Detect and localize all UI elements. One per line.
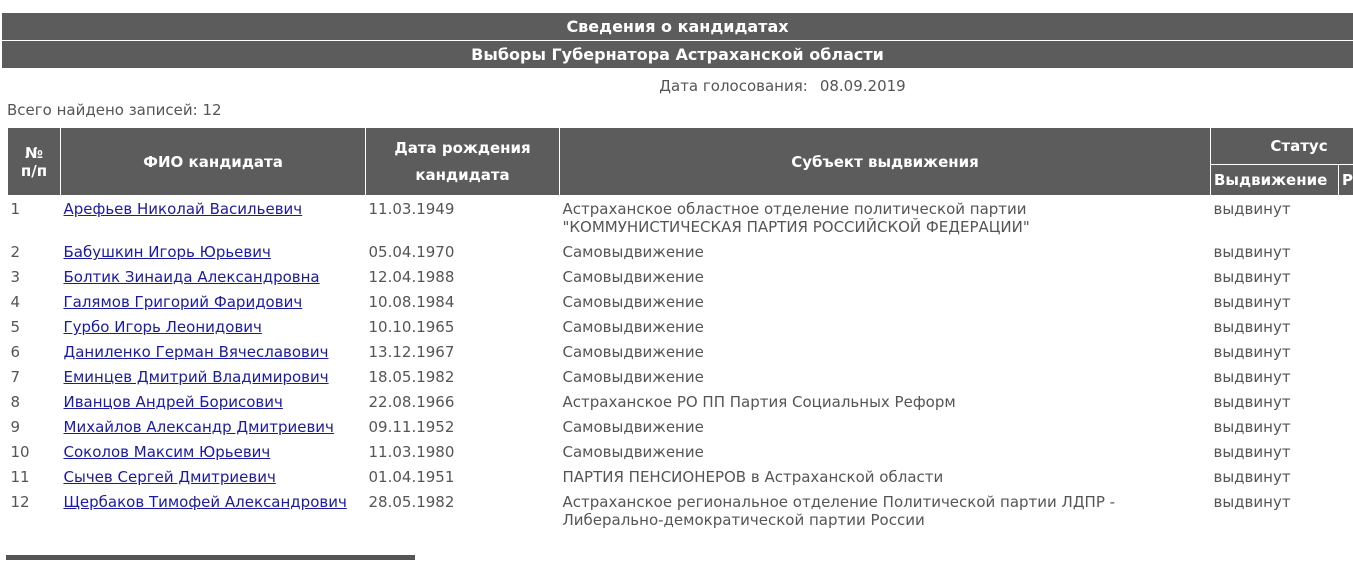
- nomination-subject: Самовыдвижение: [562, 268, 704, 286]
- candidate-name-link[interactable]: Болтик Зинаида Александровна: [63, 268, 320, 286]
- candidate-name-link[interactable]: Михайлов Александр Дмитриевич: [63, 418, 334, 436]
- column-header-number: № п/п: [8, 128, 61, 196]
- nomination-subject: Астраханское РО ПП Партия Социальных Реформ: [562, 393, 956, 411]
- candidates-table: [7, 127, 1353, 532]
- nomination-status: выдвинут: [1213, 418, 1291, 436]
- table-row: [8, 389, 1353, 414]
- candidate-name-cell: [61, 489, 366, 532]
- candidate-name-link[interactable]: Гурбо Игорь Леонидович: [63, 318, 262, 336]
- birth-date: 10.10.1965: [368, 318, 455, 336]
- registration-status: [1339, 464, 1353, 489]
- column-header-birth-date: Дата рождения кандидата: [366, 128, 560, 196]
- registration-status: [1339, 314, 1353, 339]
- candidate-name-cell: [61, 464, 366, 489]
- table-row: [8, 364, 1353, 389]
- birth-date: 05.04.1970: [368, 243, 455, 261]
- registration-status: [1339, 196, 1353, 240]
- column-header-nomination: Выдвижение: [1211, 165, 1339, 196]
- horizontal-scrollbar[interactable]: [6, 555, 415, 560]
- column-header-registration: Р: [1339, 165, 1353, 196]
- table-row: [8, 439, 1353, 464]
- candidate-name-cell: [61, 289, 366, 314]
- table-row: [8, 264, 1353, 289]
- nomination-subject: Астраханское региональное отделение Политической партии ЛДПР - Либерально-демократической партии России: [562, 493, 1116, 529]
- row-number: 4: [10, 293, 21, 311]
- election-title: Выборы Губернатора Астраханской области: [2, 41, 1353, 68]
- nomination-subject: Астраханское областное отделение политической партии "КОММУНИСТИЧЕСКАЯ ПАРТИЯ РОССИЙСКОЙ ФЕДЕРАЦИИ": [562, 200, 1030, 236]
- candidate-name-link[interactable]: Щербаков Тимофей Александрович: [63, 493, 347, 511]
- birth-date: 10.08.1984: [368, 293, 455, 311]
- row-number: 1: [10, 200, 21, 218]
- nomination-status: выдвинут: [1213, 468, 1291, 486]
- table-row: [8, 414, 1353, 439]
- row-number: 8: [10, 393, 21, 411]
- candidate-name-link[interactable]: Арефьев Николай Васильевич: [63, 200, 303, 218]
- nomination-status: выдвинут: [1213, 393, 1291, 411]
- page-title: Сведения о кандидатах: [2, 13, 1353, 40]
- registration-status: [1339, 289, 1353, 314]
- row-number: 3: [10, 268, 21, 286]
- nomination-status: выдвинут: [1213, 343, 1291, 361]
- table-row: [8, 339, 1353, 364]
- nomination-subject: Самовыдвижение: [562, 318, 704, 336]
- birth-date: 11.03.1949: [368, 200, 455, 218]
- nomination-status: выдвинут: [1213, 293, 1291, 311]
- registration-status: [1339, 489, 1353, 532]
- candidate-name-cell: [61, 239, 366, 264]
- nomination-status: выдвинут: [1213, 243, 1291, 261]
- row-number: 9: [10, 418, 21, 436]
- vote-date-value: 08.09.2019: [819, 77, 906, 95]
- row-number: 10: [10, 443, 30, 461]
- vote-date-label: Дата голосования:: [659, 77, 808, 95]
- registration-status: [1339, 439, 1353, 464]
- nomination-subject: Самовыдвижение: [562, 243, 704, 261]
- table-row: [8, 239, 1353, 264]
- nomination-subject: Самовыдвижение: [562, 443, 704, 461]
- candidate-name-link[interactable]: Бабушкин Игорь Юрьевич: [63, 243, 271, 261]
- birth-date: 13.12.1967: [368, 343, 455, 361]
- candidate-name-cell: [61, 389, 366, 414]
- nomination-subject: Самовыдвижение: [562, 418, 704, 436]
- column-header-subject: Субъект выдвижения: [560, 128, 1211, 196]
- candidate-name-cell: [61, 414, 366, 439]
- birth-date: 11.03.1980: [368, 443, 455, 461]
- nomination-status: выдвинут: [1213, 368, 1291, 386]
- column-header-status: Статус: [1211, 128, 1353, 165]
- candidate-name-link[interactable]: Иванцов Андрей Борисович: [63, 393, 283, 411]
- candidate-name-link[interactable]: Еминцев Дмитрий Владимирович: [63, 368, 329, 386]
- nomination-status: выдвинут: [1213, 268, 1291, 286]
- row-number: 7: [10, 368, 21, 386]
- candidate-name-cell: [61, 196, 366, 240]
- row-number: 6: [10, 343, 21, 361]
- table-row: [8, 489, 1353, 532]
- row-number: 11: [10, 468, 30, 486]
- nomination-subject: ПАРТИЯ ПЕНСИОНЕРОВ в Астраханской области: [562, 468, 944, 486]
- registration-status: [1339, 364, 1353, 389]
- registration-status: [1339, 264, 1353, 289]
- row-number: 5: [10, 318, 21, 336]
- column-header-fio: ФИО кандидата: [61, 128, 366, 196]
- nomination-subject: Самовыдвижение: [562, 368, 704, 386]
- registration-status: [1339, 414, 1353, 439]
- birth-date: 28.05.1982: [368, 493, 455, 511]
- candidate-name-cell: [61, 364, 366, 389]
- nomination-subject: Самовыдвижение: [562, 293, 704, 311]
- birth-date: 22.08.1966: [368, 393, 455, 411]
- candidate-name-link[interactable]: Даниленко Герман Вячеславович: [63, 343, 329, 361]
- nomination-status: выдвинут: [1213, 443, 1291, 461]
- table-row: [8, 464, 1353, 489]
- candidate-name-link[interactable]: Соколов Максим Юрьевич: [63, 443, 271, 461]
- birth-date: 09.11.1952: [368, 418, 455, 436]
- candidate-name-cell: [61, 264, 366, 289]
- birth-date: 18.05.1982: [368, 368, 455, 386]
- nomination-status: выдвинут: [1213, 200, 1291, 218]
- candidate-name-cell: [61, 339, 366, 364]
- nomination-status: выдвинут: [1213, 493, 1291, 511]
- table-row: [8, 314, 1353, 339]
- candidate-name-cell: [61, 314, 366, 339]
- registration-status: [1339, 239, 1353, 264]
- row-number: 2: [10, 243, 21, 261]
- row-number: 12: [10, 493, 30, 511]
- registration-status: [1339, 389, 1353, 414]
- nomination-status: выдвинут: [1213, 318, 1291, 336]
- table-row: [8, 196, 1353, 240]
- vote-date: [0, 77, 1353, 95]
- table-row: [8, 289, 1353, 314]
- birth-date: 01.04.1951: [368, 468, 455, 486]
- candidate-name-cell: [61, 439, 366, 464]
- candidate-name-link[interactable]: Галямов Григорий Фаридович: [63, 293, 303, 311]
- registration-status: [1339, 339, 1353, 364]
- nomination-subject: Самовыдвижение: [562, 343, 704, 361]
- birth-date: 12.04.1988: [368, 268, 455, 286]
- candidate-name-link[interactable]: Сычев Сергей Дмитриевич: [63, 468, 276, 486]
- records-found: Всего найдено записей: 12: [7, 101, 222, 119]
